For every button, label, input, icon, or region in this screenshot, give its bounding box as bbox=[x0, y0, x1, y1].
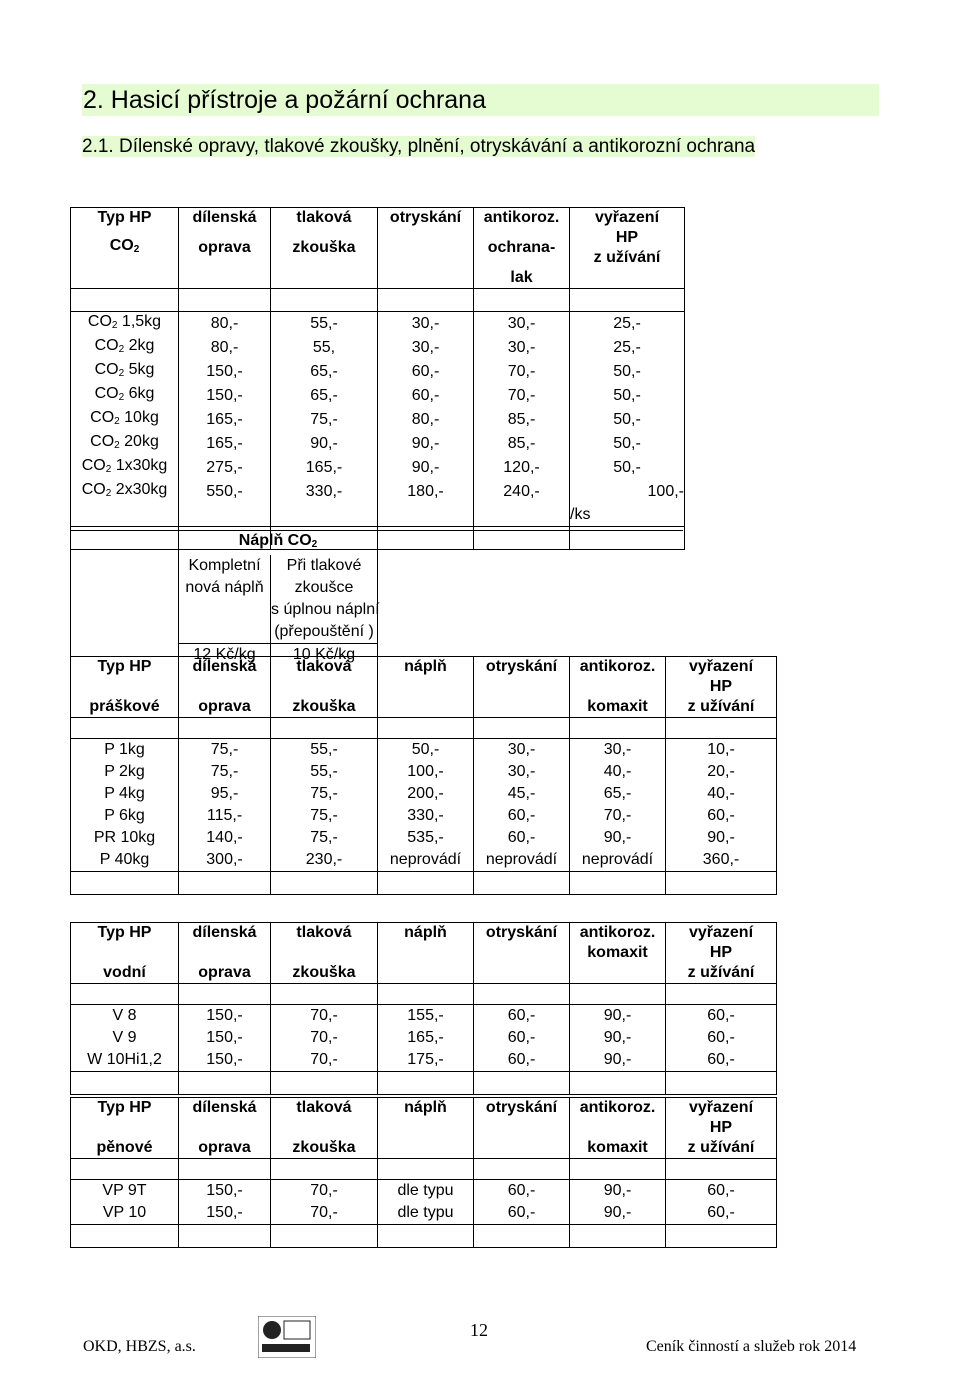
co2-price-cell: 80,- bbox=[179, 336, 271, 360]
co2-type-cell: $CO_2$ 1,5kg bbox=[71, 312, 179, 337]
refill-complete-2: nová náplň bbox=[179, 577, 271, 599]
page-number: 12 bbox=[470, 1320, 488, 1340]
powder-cell: 75,- bbox=[271, 805, 378, 827]
powder-cell: 100,- bbox=[378, 761, 474, 783]
water-cell: 90,- bbox=[570, 1049, 666, 1072]
co2-price-cell: 80,- bbox=[378, 408, 474, 432]
co2-type-cell: $CO_2$ 6kg bbox=[71, 384, 179, 408]
powder-cell: PR 10kg bbox=[71, 827, 179, 849]
powder-cell: 10,- bbox=[666, 739, 777, 762]
table-row bbox=[71, 456, 685, 480]
co2-price-cell: 75,- bbox=[271, 408, 378, 432]
co2-hdr-pressure: tlaková bbox=[271, 208, 378, 229]
powder-cell: 75,- bbox=[179, 761, 271, 783]
co2-price-cell: 50,- bbox=[570, 360, 685, 384]
water-cell: 60,- bbox=[666, 1049, 777, 1072]
co2-hdr-type-2: $CO_2$ bbox=[71, 228, 179, 268]
powder-hdr-c3b: zkouška bbox=[271, 697, 378, 718]
table-row bbox=[71, 312, 685, 337]
powder-cell: 60,- bbox=[474, 827, 570, 849]
subsection-heading: 2.1. Dílenské opravy, tlakové zkoušky, plnění, otryskávání a antikorozní ochrana bbox=[82, 136, 756, 157]
powder-cell: 535,- bbox=[378, 827, 474, 849]
refill-pressure-3: s úplnou náplní bbox=[271, 599, 378, 621]
foam-cell: 90,- bbox=[570, 1180, 666, 1203]
powder-cell: 65,- bbox=[570, 783, 666, 805]
foam-cell: 150,- bbox=[179, 1202, 271, 1225]
water-cell: 70,- bbox=[271, 1005, 378, 1028]
water-hdr-c1b: vodní bbox=[71, 963, 179, 984]
water-table bbox=[70, 922, 777, 1095]
water-cell: 165,- bbox=[378, 1027, 474, 1049]
foam-hdr-c7c: z užívání bbox=[666, 1138, 777, 1159]
co2-hdr-retire: vyřazení bbox=[570, 208, 685, 229]
table-row bbox=[71, 849, 777, 872]
powder-hdr-c2b: oprava bbox=[179, 697, 271, 718]
co2-hdr-anticorr-3: lak bbox=[474, 268, 570, 289]
powder-hdr-c6b: komaxit bbox=[570, 697, 666, 718]
water-hdr-c5a: otryskání bbox=[474, 923, 570, 944]
co2-type-cell: $CO_2$ 10kg bbox=[71, 408, 179, 432]
water-hdr-c4a: náplň bbox=[378, 923, 474, 944]
co2-price-cell: 30,- bbox=[378, 336, 474, 360]
co2-hdr-repair: dílenská bbox=[179, 208, 271, 229]
refill-pressure-4: (přepouštění ) bbox=[271, 621, 378, 644]
water-hdr-c2b: oprava bbox=[179, 963, 271, 984]
co2-price-cell: 65,- bbox=[271, 360, 378, 384]
co2-price-cell: 150,- bbox=[179, 384, 271, 408]
water-cell: 90,- bbox=[570, 1027, 666, 1049]
co2-price-cell: 330,- bbox=[271, 480, 378, 504]
powder-cell: 200,- bbox=[378, 783, 474, 805]
water-cell: 175,- bbox=[378, 1049, 474, 1072]
powder-cell: 90,- bbox=[666, 827, 777, 849]
co2-price-cell: 50,- bbox=[570, 432, 685, 456]
foam-hdr-c1a: Typ HP bbox=[71, 1098, 179, 1119]
foam-hdr-c3a: tlaková bbox=[271, 1098, 378, 1119]
co2-price-cell: 165,- bbox=[179, 432, 271, 456]
powder-cell: 115,- bbox=[179, 805, 271, 827]
powder-cell: 300,- bbox=[179, 849, 271, 872]
co2-price-cell: 25,- bbox=[570, 336, 685, 360]
co2-price-cell: 275,- bbox=[179, 456, 271, 480]
powder-cell: 45,- bbox=[474, 783, 570, 805]
foam-hdr-c7a: vyřazení bbox=[666, 1098, 777, 1119]
co2-price-cell: 30,- bbox=[474, 336, 570, 360]
table-row bbox=[71, 360, 685, 384]
table-row bbox=[71, 384, 685, 408]
table-row bbox=[71, 805, 777, 827]
powder-hdr-c7c: z užívání bbox=[666, 697, 777, 718]
powder-cell: 140,- bbox=[179, 827, 271, 849]
water-cell: 70,- bbox=[271, 1027, 378, 1049]
water-hdr-c2a: dílenská bbox=[179, 923, 271, 944]
powder-cell: 55,- bbox=[271, 761, 378, 783]
powder-cell: 60,- bbox=[666, 805, 777, 827]
co2-price-cell: 55,- bbox=[271, 312, 378, 337]
refill-pressure-2: zkoušce bbox=[271, 577, 378, 599]
water-hdr-c6a: antikoroz. bbox=[570, 923, 666, 944]
water-hdr-c7c: z užívání bbox=[666, 963, 777, 984]
water-cell: 70,- bbox=[271, 1049, 378, 1072]
co2-price-cell: 70,- bbox=[474, 384, 570, 408]
co2-price-cell: 25,- bbox=[570, 312, 685, 337]
foam-cell: 70,- bbox=[271, 1180, 378, 1203]
powder-hdr-c2a: dílenská bbox=[179, 657, 271, 678]
footer-company: OKD, HBZS, a.s. bbox=[83, 1338, 196, 1355]
foam-hdr-c3b: zkouška bbox=[271, 1138, 378, 1159]
foam-cell: 60,- bbox=[666, 1202, 777, 1225]
foam-hdr-c6a: antikoroz. bbox=[570, 1098, 666, 1119]
foam-table bbox=[70, 1097, 777, 1248]
co2-price-cell: 30,- bbox=[378, 312, 474, 337]
table-row bbox=[71, 783, 777, 805]
powder-cell: neprovádí bbox=[378, 849, 474, 872]
water-cell: 150,- bbox=[179, 1049, 271, 1072]
co2-price-cell: 60,- bbox=[378, 384, 474, 408]
table-row bbox=[71, 761, 777, 783]
foam-cell: VP 9T bbox=[71, 1180, 179, 1203]
co2-type-cell: $CO_2$ 20kg bbox=[71, 432, 179, 456]
foam-cell: 60,- bbox=[666, 1180, 777, 1203]
co2-type-cell: $CO_2$ 2x30kg bbox=[71, 480, 179, 504]
co2-price-cell: 240,- bbox=[474, 480, 570, 504]
refill-table bbox=[70, 530, 683, 666]
table-row bbox=[71, 1049, 777, 1072]
co2-hdr-repair-2: oprava bbox=[179, 228, 271, 268]
co2-price-cell: 180,- bbox=[378, 480, 474, 504]
co2-hdr-pressure-2: zkouška bbox=[271, 228, 378, 268]
co2-price-cell: 165,- bbox=[271, 456, 378, 480]
table-row bbox=[71, 1005, 777, 1028]
foam-cell: 60,- bbox=[474, 1180, 570, 1203]
foam-cell: dle typu bbox=[378, 1202, 474, 1225]
water-hdr-c3b: zkouška bbox=[271, 963, 378, 984]
powder-cell: 360,- bbox=[666, 849, 777, 872]
co2-price-cell: 90,- bbox=[271, 432, 378, 456]
co2-hdr-retire-3: z užívání bbox=[570, 248, 685, 268]
table-row bbox=[71, 336, 685, 360]
table-row bbox=[71, 480, 685, 504]
foam-cell: dle typu bbox=[378, 1180, 474, 1203]
co2-price-cell: 150,- bbox=[179, 360, 271, 384]
powder-hdr-c6a: antikoroz. bbox=[570, 657, 666, 678]
foam-cell: 150,- bbox=[179, 1180, 271, 1203]
co2-hdr-blast: otryskání bbox=[378, 208, 474, 229]
co2-price-cell: 85,- bbox=[474, 408, 570, 432]
powder-cell: 40,- bbox=[570, 761, 666, 783]
co2-price-cell: 65,- bbox=[271, 384, 378, 408]
table-row bbox=[71, 739, 777, 762]
co2-price-cell: 50,- bbox=[570, 408, 685, 432]
powder-cell: 30,- bbox=[570, 739, 666, 762]
powder-cell: P 40kg bbox=[71, 849, 179, 872]
powder-cell: 40,- bbox=[666, 783, 777, 805]
powder-cell: 90,- bbox=[570, 827, 666, 849]
water-cell: V 9 bbox=[71, 1027, 179, 1049]
water-cell: 150,- bbox=[179, 1005, 271, 1028]
co2-hdr-type: Typ HP bbox=[71, 208, 179, 229]
powder-hdr-c1b: práškové bbox=[71, 697, 179, 718]
co2-hdr-retire-2: HP bbox=[570, 228, 685, 248]
water-cell: V 8 bbox=[71, 1005, 179, 1028]
co2-price-cell: 80,- bbox=[179, 312, 271, 337]
foam-hdr-c6b: komaxit bbox=[570, 1138, 666, 1159]
water-cell: W 10Hi1,2 bbox=[71, 1049, 179, 1072]
refill-title: Náplň $CO_2$ bbox=[179, 531, 378, 556]
foam-hdr-c7b: HP bbox=[666, 1118, 777, 1138]
table-row bbox=[71, 1027, 777, 1049]
powder-cell: 75,- bbox=[271, 783, 378, 805]
powder-hdr-c4a: náplň bbox=[378, 657, 474, 678]
foam-cell: 90,- bbox=[570, 1202, 666, 1225]
foam-hdr-c1b: pěnové bbox=[71, 1138, 179, 1159]
powder-cell: 75,- bbox=[271, 827, 378, 849]
water-cell: 60,- bbox=[474, 1027, 570, 1049]
co2-price-cell: 85,- bbox=[474, 432, 570, 456]
water-hdr-c3a: tlaková bbox=[271, 923, 378, 944]
powder-table bbox=[70, 656, 777, 895]
water-hdr-c7b: HP bbox=[666, 943, 777, 963]
powder-cell: 20,- bbox=[666, 761, 777, 783]
section-heading: 2. Hasicí přístroje a požární ochrana bbox=[82, 84, 879, 116]
water-cell: 60,- bbox=[666, 1027, 777, 1049]
co2-table bbox=[70, 207, 685, 311]
powder-hdr-c1a: Typ HP bbox=[71, 657, 179, 678]
water-hdr-c1a: Typ HP bbox=[71, 923, 179, 944]
co2-price-cell: 90,- bbox=[378, 456, 474, 480]
co2-type-cell: $CO_2$ 5kg bbox=[71, 360, 179, 384]
water-cell: 60,- bbox=[666, 1005, 777, 1028]
powder-cell: 95,- bbox=[179, 783, 271, 805]
table-row bbox=[71, 827, 777, 849]
powder-cell: 30,- bbox=[474, 739, 570, 762]
co2-price-cell: 60,- bbox=[378, 360, 474, 384]
co2-price-cell: 550,- bbox=[179, 480, 271, 504]
refill-price-complete: 12 Kč/kg bbox=[179, 644, 271, 667]
powder-cell: P 1kg bbox=[71, 739, 179, 762]
water-cell: 90,- bbox=[570, 1005, 666, 1028]
powder-cell: P 2kg bbox=[71, 761, 179, 783]
powder-cell: 30,- bbox=[474, 761, 570, 783]
powder-cell: P 6kg bbox=[71, 805, 179, 827]
co2-price-cell: 55, bbox=[271, 336, 378, 360]
powder-cell: 330,- bbox=[378, 805, 474, 827]
foam-hdr-c5a: otryskání bbox=[474, 1098, 570, 1119]
powder-cell: 230,- bbox=[271, 849, 378, 872]
co2-hdr-anticorr: antikoroz. bbox=[474, 208, 570, 229]
powder-cell: 50,- bbox=[378, 739, 474, 762]
powder-cell: neprovádí bbox=[570, 849, 666, 872]
co2-data-table bbox=[70, 311, 685, 550]
refill-complete: Kompletní bbox=[179, 555, 271, 577]
table-row bbox=[71, 408, 685, 432]
powder-cell: 55,- bbox=[271, 739, 378, 762]
water-cell: 60,- bbox=[474, 1049, 570, 1072]
co2-price-cell: 100,- bbox=[570, 480, 685, 504]
powder-cell: 60,- bbox=[474, 805, 570, 827]
co2-price-cell: 50,- bbox=[570, 384, 685, 408]
foam-hdr-c2a: dílenská bbox=[179, 1098, 271, 1119]
table-row bbox=[71, 1202, 777, 1225]
co2-price-cell: 50,- bbox=[570, 456, 685, 480]
co2-type-cell: $CO_2$ 1x30kg bbox=[71, 456, 179, 480]
iso-certification-logo bbox=[258, 1316, 316, 1358]
refill-pressure: Při tlakové bbox=[271, 555, 378, 577]
refill-price-pressure: 10 Kč/kg bbox=[271, 644, 378, 667]
water-cell: 155,- bbox=[378, 1005, 474, 1028]
powder-cell: 70,- bbox=[570, 805, 666, 827]
foam-hdr-c4a: náplň bbox=[378, 1098, 474, 1119]
co2-hdr-anticorr-2: ochrana- bbox=[474, 228, 570, 268]
co2-price-cell: 165,- bbox=[179, 408, 271, 432]
co2-type-cell: $CO_2$ 2kg bbox=[71, 336, 179, 360]
powder-cell: P 4kg bbox=[71, 783, 179, 805]
foam-cell: 70,- bbox=[271, 1202, 378, 1225]
water-cell: 150,- bbox=[179, 1027, 271, 1049]
powder-hdr-c5a: otryskání bbox=[474, 657, 570, 678]
water-hdr-c7a: vyřazení bbox=[666, 923, 777, 944]
footer-title: Ceník činností a služeb rok 2014 bbox=[646, 1338, 857, 1355]
powder-cell: 75,- bbox=[179, 739, 271, 762]
foam-hdr-c2b: oprava bbox=[179, 1138, 271, 1159]
foam-cell: 60,- bbox=[474, 1202, 570, 1225]
water-cell: 60,- bbox=[474, 1005, 570, 1028]
powder-hdr-c7a: vyřazení bbox=[666, 657, 777, 678]
co2-price-cell: 30,- bbox=[474, 312, 570, 337]
co2-note: /ks bbox=[570, 504, 685, 527]
foam-cell: VP 10 bbox=[71, 1202, 179, 1225]
table-row bbox=[71, 1180, 777, 1203]
powder-hdr-c7b: HP bbox=[666, 677, 777, 697]
powder-cell: neprovádí bbox=[474, 849, 570, 872]
table-row bbox=[71, 432, 685, 456]
co2-price-cell: 90,- bbox=[378, 432, 474, 456]
powder-hdr-c3a: tlaková bbox=[271, 657, 378, 678]
co2-price-cell: 120,- bbox=[474, 456, 570, 480]
water-hdr-c6b: komaxit bbox=[570, 943, 666, 963]
co2-price-cell: 70,- bbox=[474, 360, 570, 384]
